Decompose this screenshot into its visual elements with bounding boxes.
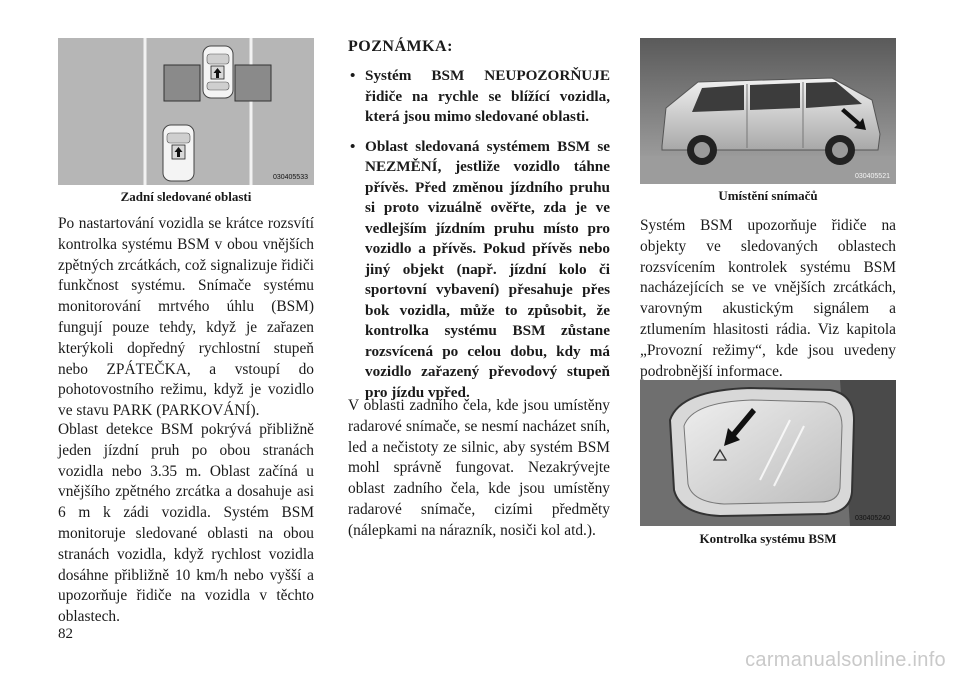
- note-title: POZNÁMKA:: [348, 38, 453, 55]
- rear-car: [163, 125, 194, 181]
- van-figure: [640, 38, 896, 184]
- detection-paragraph: Oblast detekce BSM pokrývá přibližně jeden jízdní pruh po obou stranách vozidla nebo 3.35 m. Oblast začíná u vnějšího zpětného zrcátka a dosahuje asi 6 m k zádi vozidla. Systém BSM monitoruje sledované oblasti na obou stranách vozidla, když rychlost vozidla dosáhne přibližně 10 km/h nebo vyšší a upozorňuje řidiče na vozidla v těchto oblastech.: [58, 421, 314, 626]
- mirror-illustration: [640, 380, 896, 526]
- van-caption: Umístění snímačů: [718, 188, 818, 203]
- note-list: [348, 66, 610, 412]
- note-item: [348, 137, 610, 404]
- front-car: [203, 46, 233, 98]
- left-blind-zone: [164, 65, 200, 101]
- figure-code: 030405533: [272, 174, 308, 181]
- bullet-icon: •: [350, 137, 356, 155]
- bullet-icon: •: [350, 67, 356, 84]
- intro-paragraph: Po nastartování vozidla se krátce rozsvítí kontrolka systému BSM v obou vnějších zpětných zrcátkách, což signalizuje řidiči funkčnost systému. Snímače systému monitorování mrtvého úhlu (BSM) fungují pouze tehdy, když je zařazen kterýkoli dopředný rychlostní stupeň nebo ZPÁTEČKA, a vstoupí do pohotovostního režimu, když je vozidlo ve stavu PARK (PARKOVÁNÍ).: [58, 215, 314, 420]
- zones-caption: Zadní sledované oblasti: [120, 189, 252, 204]
- sensor-paragraph: V oblasti zadního čela, kde jsou umístěny radarové snímače, se nesmí nacházet sníh, led a nečistoty ze silnic, aby systém BSM mohl správně fungovat. Nezakrývejte oblast zadního čela, kde jsou umístěny radarové snímače, cizími předměty (nálepkami na nárazník, nosiči kol atd.).: [348, 397, 610, 539]
- mirror-figure: [640, 380, 896, 526]
- van-illustration: [640, 38, 896, 184]
- warning-paragraph: Systém BSM upozorňuje řidiče na objekty ve sledovaných oblastech rozsvícením kontrolek systému BSM nacházejících se ve vnějších zrcátkách, varovným akustickým signálem a ztlumením hlasitosti rádia. Viz kapitola „Provozní režimy“, kde jsou uvedeny podrobnější informace.: [640, 217, 896, 380]
- note-item: [348, 66, 610, 128]
- note-text: Systém BSM NEUPOZORŇUJE řidiče na rychle se blížící vozidla, která jsou mimo sledované oblasti.: [365, 67, 610, 125]
- rear-zones-diagram: [58, 38, 314, 185]
- figure-code: 030405521: [854, 173, 890, 180]
- watermark: carmanualsonline.info: [745, 649, 946, 671]
- mirror-caption: Kontrolka systému BSM: [699, 531, 837, 546]
- rear-zones-figure: [58, 38, 314, 185]
- figure-code: 030405240: [854, 515, 890, 522]
- right-blind-zone: [235, 65, 271, 101]
- page-number: 82: [58, 626, 73, 642]
- note-text: Oblast sledovaná systémem BSM se NEZMĚNÍ, jestliže vozidlo táhne přívěs. Před změnou jízdního pruhu si proto vizuálně ověřte, zda je ve vedlejším jízdním pruhu místo pro vozidlo a přívěs. Pokud přívěs nebo jiný objekt (např. jízdní kolo či sportovní vybavení) přesahuje přes bok vozidla, může to způsobit, že kontrolka systému BSM zůstane rozsvícená po celou dobu, kdy má vozidlo zařazený převodový stupeň pro jízdu vpřed.: [365, 137, 610, 401]
